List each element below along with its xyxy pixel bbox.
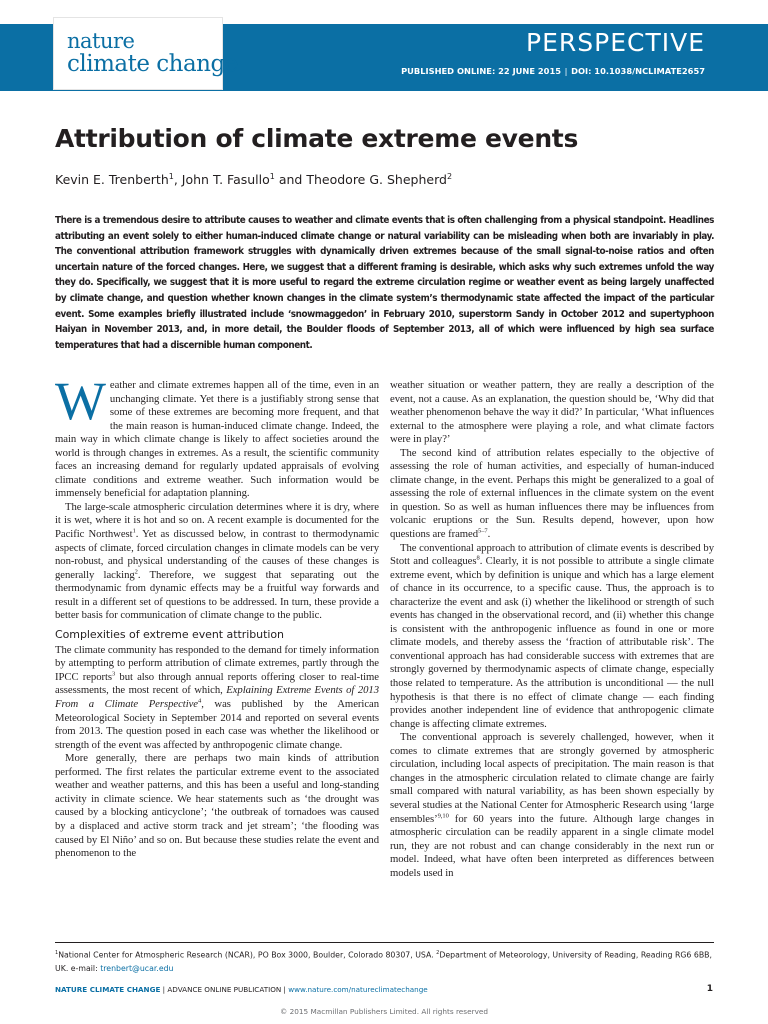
- abstract-text: There is a tremendous desire to attribute causes to weather and climate events that is often challenging from a physical standpoint. Headlines attributing an event solely to either human-induced climate change or natural variability can be misleading when both are invariably in play. The conventional attribution framework struggles with dynamically driven extremes because of the small signal-to-noise ratios and often uncertain nature of the forced changes. Here, we suggest that a different framing is desirable, which asks why such extremes unfold the way they do. Specifically, we suggest that it is more useful to regard the extreme circulation regime or weather event as being largely unaffected by climate change, and question whether known changes in the climate system’s thermodynamic state affected the impact of the particular event. Some examples briefly illustrated include ‘snowmaggedon’ in February 2010, superstorm Sandy in October 2012 and supertyphoon Haiyan in November 2013, and, in more detail, the Boulder floods of September 2013, all of which were influenced by high sea surface temperatures that had a discernible human component.: [55, 215, 714, 351]
- body-paragraph: [390, 447, 714, 542]
- paragraph-text: The conventional approach to attribution of climate events is described by Stott and colleagues: [390, 541, 714, 568]
- abstract: [55, 213, 714, 353]
- footer-middle: | ADVANCE ONLINE PUBLICATION |: [160, 985, 289, 994]
- logo-line-2: climate change: [67, 51, 238, 77]
- affiliation-number: 1: [55, 950, 59, 956]
- footer-url[interactable]: www.nature.com/natureclimatechange: [288, 985, 428, 994]
- page-footer: [55, 985, 714, 994]
- body-paragraph: [55, 371, 379, 501]
- reference-number[interactable]: 9,10: [437, 811, 449, 819]
- email-link[interactable]: trenbert@ucar.edu: [100, 963, 174, 973]
- copyright: © 2015 Macmillan Publishers Limited. All rights reserved: [279, 1007, 489, 1016]
- affiliation-text: Department of Meteorology, University of Reading, Reading RG6 6BB, UK. e-mail:: [55, 950, 712, 973]
- body-paragraph: [55, 501, 379, 623]
- author-list: [55, 172, 452, 187]
- reference-number[interactable]: 5–7: [478, 527, 488, 535]
- body-paragraph: [390, 731, 714, 880]
- body-paragraph: More generally, there are perhaps two main kinds of attribution performed. The first relates the particular extreme event to the associated weather and weather patterns, and this has been a useful and long-standing activity in climate science. We hear statements such as ‘the drought was caused by a blocking anticyclone’; ‘the outbreak of tornadoes was caused by a displaced and active storm track and jet stream’; ‘the flooding was caused by El Niño’ and so on. But because these studies relate the event and phenomenon to the: [55, 752, 379, 860]
- reference-number[interactable]: 2: [134, 568, 138, 576]
- paragraph-text: eather and climate extremes happen all of the time, even in an unchanging climate. Yet there is a justifiably strong sense that some of these extremes are becoming more frequent, and that the main reason is human-induced climate change. Indeed, the main way in which climate change is likely to affect societies around the world is through changes in extremes. As a result, the scientific community faces an increasing demand for regularly updated appraisals of evolving climate conditions and extreme weather. Such information would be immensely beneficial for adaptation planning.: [55, 379, 379, 500]
- reference-number[interactable]: 1: [132, 527, 136, 535]
- paragraph-text: The climate community has responded to the demand for timely information by attempting to perform attribution of climate extremes, partly through the IPCC reports: [55, 643, 379, 683]
- author-affiliation: 1: [168, 172, 174, 181]
- affiliations: [55, 947, 714, 975]
- footnote-divider: [55, 942, 714, 943]
- affiliation-text: National Center for Atmospheric Research (NCAR), PO Box 3000, Boulder, Colorado 80307, USA.: [58, 950, 437, 960]
- body-column-left: [55, 371, 380, 861]
- reference-number[interactable]: 3: [112, 670, 116, 678]
- footer-journal-name: NATURE CLIMATE CHANGE: [55, 985, 161, 994]
- reference-number[interactable]: 4: [198, 697, 202, 705]
- separator: |: [562, 66, 571, 76]
- page-number: 1: [706, 984, 713, 994]
- published-date: PUBLISHED ONLINE: 22 JUNE 2015: [401, 66, 561, 76]
- affiliation-number: 2: [436, 950, 440, 956]
- paragraph-text: . Clearly, it is not possible to attribute a single climate extreme event, which by definition is unique and which has a large element of chance in its occurrence, to a specific cause. Thus, the approach is to characterize the event and ask (i) whether the likelihood or strength of such events has changed in the observational record, and (ii) whether this change is consistent with the anthropogenic influence as found in one or more climate models, and thereby assess the ‘fraction of attributable risk’. The conventional approach has had considerable success with extremes that are strongly governed by thermodynamic aspects of climate change, especially those related to temperature. As the attribution is unconditional — the null hypothesis is that there is no effect of climate change — each finding provides another independent line of evidence that anthropogenic climate change is affecting climate extremes.: [390, 555, 714, 730]
- logo-line-1: nature: [67, 29, 135, 53]
- italic-title: Explaining Extreme Events of 2013 From a Climate Perspective: [55, 684, 380, 711]
- paragraph-text: The second kind of attribution relates especially to the objective of assessing the role of human activities, and especially of human-induced climate change, in the event. Perhaps this might be generalized to a goal of assessing the role of external influences in the climate system on the event in question. So as well as human influences there may be influences from volcanic eruptions or the Sun. Results depend, however, upon how questions are framed: [390, 446, 714, 541]
- body-paragraph: weather situation or weather pattern, they are really a description of the event, not a cause. As an explanation, the question should be, ‘Why did that weather phenomenon behave the way it did?’ In particular, ‘What influences external to the atmosphere were playing a role, and what climate factors were in play?’: [390, 379, 714, 446]
- paragraph-text: .: [487, 528, 491, 541]
- author-separator: and: [274, 172, 307, 188]
- body-paragraph: [55, 644, 379, 752]
- author-separator: ,: [173, 172, 182, 188]
- body-column-right: [390, 379, 714, 880]
- paragraph-text: . Yet as discussed below, in contrast to thermodynamic aspects of climate, forced circulation changes in climate models can be very non-robust, and physical understanding of the causes of these changes is generally lacking: [55, 528, 379, 581]
- author-affiliation: 1: [269, 172, 275, 181]
- article-title: Attribution of climate extreme events: [55, 124, 579, 153]
- journal-logo[interactable]: [53, 17, 238, 90]
- publication-info: [401, 66, 705, 76]
- paragraph-text: but also through annual reports offering closer to real-time assessments, the most recent of which,: [55, 670, 379, 697]
- article-type: PERSPECTIVE: [526, 28, 705, 57]
- author-name: Theodore G. Shepherd: [306, 172, 447, 188]
- paragraph-text: The conventional approach is severely challenged, however, when it comes to climate extremes that are strongly governed by atmospheric circulation, including local aspects of precipitation. The main reason is that changes in the atmospheric circulation related to climate change are fairly small compared with natural variability, as has been shown especially by several studies at the National Center for Atmospheric Research using ‘large ensembles’: [390, 731, 714, 825]
- body-paragraph: [390, 542, 714, 732]
- drop-cap: W: [55, 371, 106, 431]
- paragraph-text: for 60 years into the future. Although large changes in atmospheric circulation can be readily apparent in a single climate model run, they are not robust and can change considerably in the next run or model. Indeed, what have often been interpreted as differences between models used in: [390, 812, 714, 879]
- author-name: John T. Fasullo: [181, 172, 270, 188]
- doi[interactable]: DOI: 10.1038/NCLIMATE2657: [571, 66, 705, 76]
- paragraph-text: , was published by the American Meteorological Society in September 2014 and reported on several events from 2013. The question posed in each case was whether the likelihood or strength of the event was affected by anthropogenic climate change.: [55, 698, 380, 751]
- author-name: Kevin E. Trenberth: [55, 172, 169, 188]
- section-heading: Complexities of extreme event attribution: [55, 627, 284, 641]
- paragraph-text: . Therefore, we suggest that separating out the thermodynamic from dynamic effects may be a fruitful way forwards and result in a different set of questions to be addressed. In turn, these provide a better basis for communication of climate change to the public.: [55, 568, 379, 622]
- paragraph-text: The large-scale atmospheric circulation determines where it is dry, where it is wet, where it is hot and so on. A recent example is documented for the Pacific Northwest: [55, 500, 379, 541]
- reference-number[interactable]: 8: [476, 554, 480, 562]
- author-affiliation: 2: [446, 172, 453, 181]
